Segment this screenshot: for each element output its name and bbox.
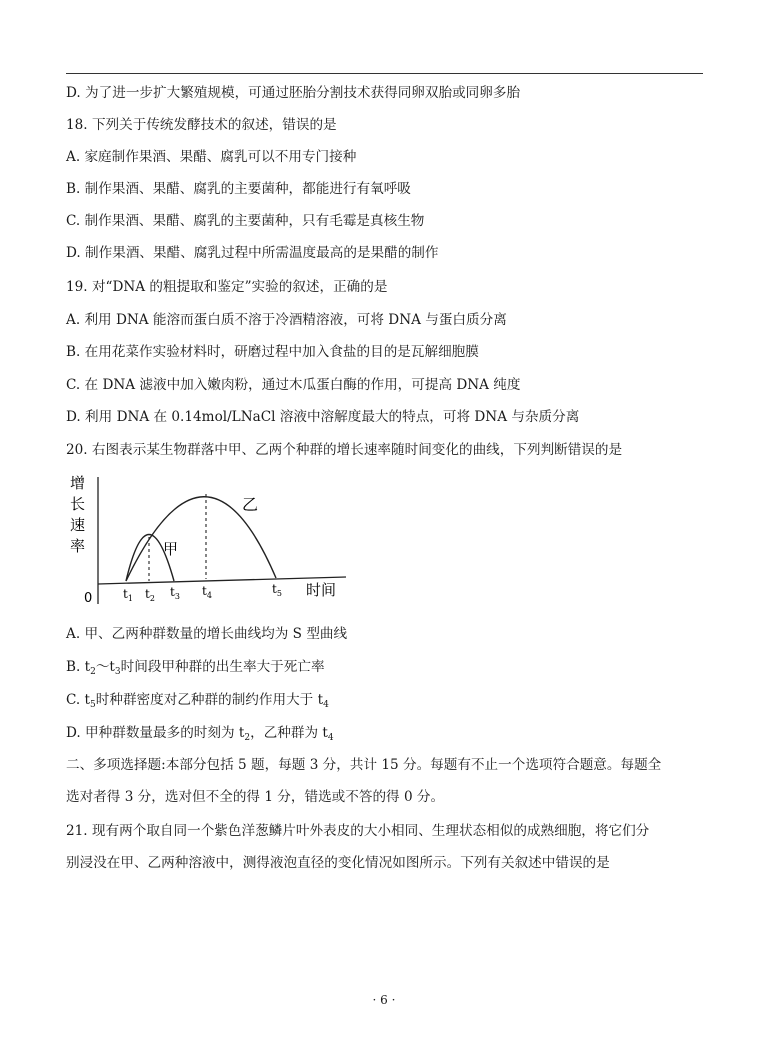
y-axis-label-char-4: 率 bbox=[70, 537, 86, 555]
y-axis-label-char-2: 长 bbox=[70, 495, 86, 513]
q18-option-d: D. 制作果酒、果醋、腐乳过程中所需温度最高的是果醋的制作 bbox=[66, 245, 439, 261]
section-2-heading-line-1: 二、多项选择题:本部分包括 5 题，每题 3 分，共计 15 分。每题有不止一个选项符合题意。每题全 bbox=[66, 757, 662, 773]
tick-t4: $t_4$ bbox=[202, 584, 212, 600]
q20-option-d: D. 甲种群数量最多的时刻为 $t_2$，乙种群为 $t_4$ bbox=[66, 725, 334, 743]
curve-jia-label: 甲 bbox=[163, 540, 179, 558]
q18-option-c: C. 制作果酒、果醋、腐乳的主要菌种，只有毛霉是真核生物 bbox=[66, 213, 425, 229]
section-2-heading-line-2: 选对者得 3 分，选对但不全的得 1 分，错选或不答的得 0 分。 bbox=[66, 789, 445, 805]
q19-option-d: D. 利用 DNA 在 0.14mol/LNaCl 溶液中溶解度最大的特点，可将 DNA 与杂质分离 bbox=[66, 409, 580, 425]
origin-label: 0 bbox=[84, 591, 93, 606]
q18-option-a: A. 家庭制作果酒、果醋、腐乳可以不用专门接种 bbox=[66, 149, 357, 165]
q18-option-b: B. 制作果酒、果醋、腐乳的主要菌种，都能进行有氧呼吸 bbox=[66, 181, 411, 197]
q19-stem: 19. 对“DNA 的粗提取和鉴定”实验的叙述，正确的是 bbox=[66, 279, 388, 295]
tick-t3: $t_3$ bbox=[170, 585, 180, 601]
header-rule bbox=[66, 73, 703, 74]
q19-option-a: A. 利用 DNA 能溶而蛋白质不溶于冷酒精溶液，可将 DNA 与蛋白质分离 bbox=[66, 312, 507, 328]
y-axis-label-char-3: 速 bbox=[70, 516, 86, 534]
q21-stem-line-1: 21. 现有两个取自同一个紫色洋葱鳞片叶外表皮的大小相同、生理状态相似的成熟细胞，将它们分 bbox=[66, 823, 650, 839]
page-number: · 6 · bbox=[372, 993, 396, 1007]
q20-stem: 20. 右图表示某生物群落中甲、乙两个种群的增长速率随时间变化的曲线，下列判断错误的是 bbox=[66, 442, 623, 458]
tick-t5: $t_5$ bbox=[272, 582, 282, 598]
q17-option-d: D. 为了进一步扩大繁殖规模，可通过胚胎分割技术获得同卵双胎或同卵多胎 bbox=[66, 85, 521, 101]
q19-option-c: C. 在 DNA 滤液中加入嫩肉粉，通过木瓜蛋白酶的作用，可提高 DNA 纯度 bbox=[66, 377, 521, 393]
q18-stem: 18. 下列关于传统发酵技术的叙述，错误的是 bbox=[66, 117, 337, 133]
x-axis-label: 时间 bbox=[306, 581, 337, 599]
tick-t2: $t_2$ bbox=[145, 587, 155, 603]
q19-option-b: B. 在用花菜作实验材料时，研磨过程中加入食盐的目的是瓦解细胞膜 bbox=[66, 344, 479, 360]
growth-rate-figure bbox=[66, 474, 356, 614]
q20-option-a: A. 甲、乙两种群数量的增长曲线均为 S 型曲线 bbox=[66, 626, 348, 642]
curve-yi-label: 乙 bbox=[242, 495, 259, 514]
y-axis-label-char-1: 增 bbox=[70, 474, 86, 492]
q20-option-c: C. $t_5$时种群密度对乙种群的制约作用大于 $t_4$ bbox=[66, 692, 329, 710]
q21-stem-line-2: 别浸没在甲、乙两种溶液中，测得液泡直径的变化情况如图所示。下列有关叙述中错误的是 bbox=[66, 855, 610, 871]
q20-option-b: B. $t_2\sim t_3$时间段甲种群的出生率大于死亡率 bbox=[66, 659, 325, 677]
tick-t1: $t_1$ bbox=[123, 587, 133, 603]
